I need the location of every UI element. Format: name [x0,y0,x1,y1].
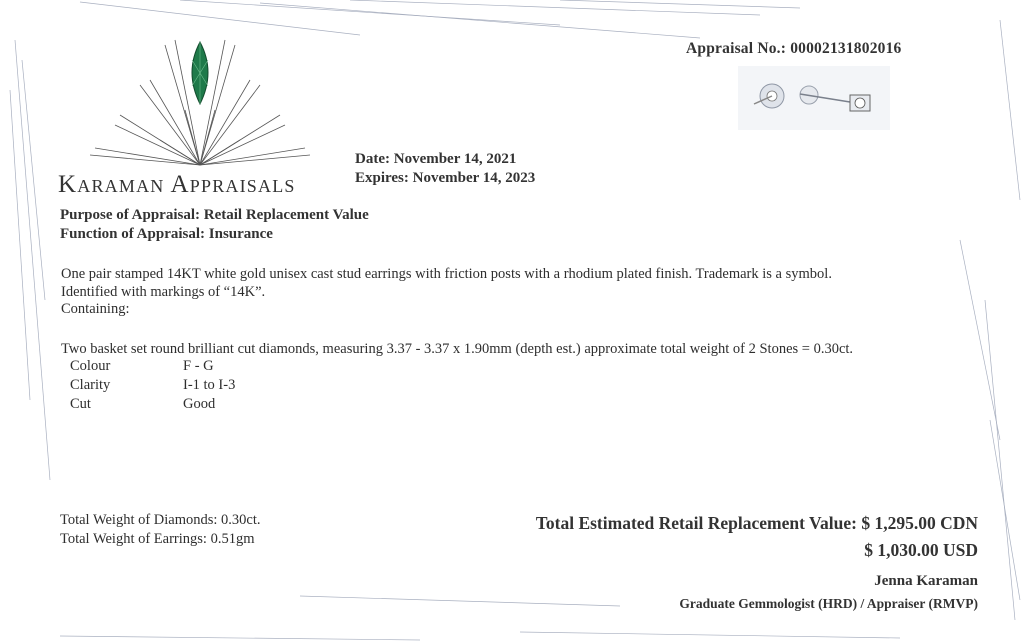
spec-label: Clarity [70,377,111,393]
company-name: Karaman Appraisals [58,171,296,198]
spec-row [70,395,235,414]
description-line-2: Identified with markings of “14K”. [61,283,266,300]
value-cdn: $ 1,295.00 CDN [861,513,978,533]
appraiser-name: Jenna Karaman [874,573,978,589]
spec-row [70,376,235,395]
dates-block [355,150,535,188]
earrings-photo [738,66,890,130]
earrings-weight: Total Weight of Earrings: 0.51gm [60,531,255,547]
description-line-1: One pair stamped 14KT white gold unisex cast stud earrings with friction posts with a rhodium plated finish. Trademark is a symbol. [61,266,832,282]
spec-value: Good [183,396,216,412]
spec-row [70,357,235,376]
description-line-3: Containing: [61,301,130,317]
item-description [61,266,991,319]
appraisal-number: Appraisal No.: 00002131802016 [686,40,902,57]
spec-label: Cut [70,396,91,412]
purpose-block [60,206,369,244]
diamonds-weight: Total Weight of Diamonds: 0.30ct. [60,512,261,528]
appraisal-date: Date: November 14, 2021 [355,151,517,167]
expiry-date: Expires: November 14, 2023 [355,170,536,186]
appraiser-title: Graduate Gemmologist (HRD) / Appraiser (RMVP) [679,596,978,611]
spec-value: F - G [183,358,214,374]
weight-totals [60,511,261,549]
purpose-line: Purpose of Appraisal: Retail Replacement Value [60,207,369,223]
diamonds-description: Two basket set round brilliant cut diamonds, measuring 3.37 - 3.37 x 1.90mm (depth est.) approximate total weight of 2 Stones = 0.30ct. [61,341,854,357]
function-line: Function of Appraisal: Insurance [60,226,273,242]
replacement-value [536,513,978,534]
diamond-specs-table [70,357,235,414]
spec-value: I-1 to I-3 [183,377,236,393]
value-usd: $ 1,030.00 USD [864,540,978,560]
spec-label: Colour [70,358,111,374]
replacement-value-label: Total Estimated Retail Replacement Value: [535,513,862,533]
